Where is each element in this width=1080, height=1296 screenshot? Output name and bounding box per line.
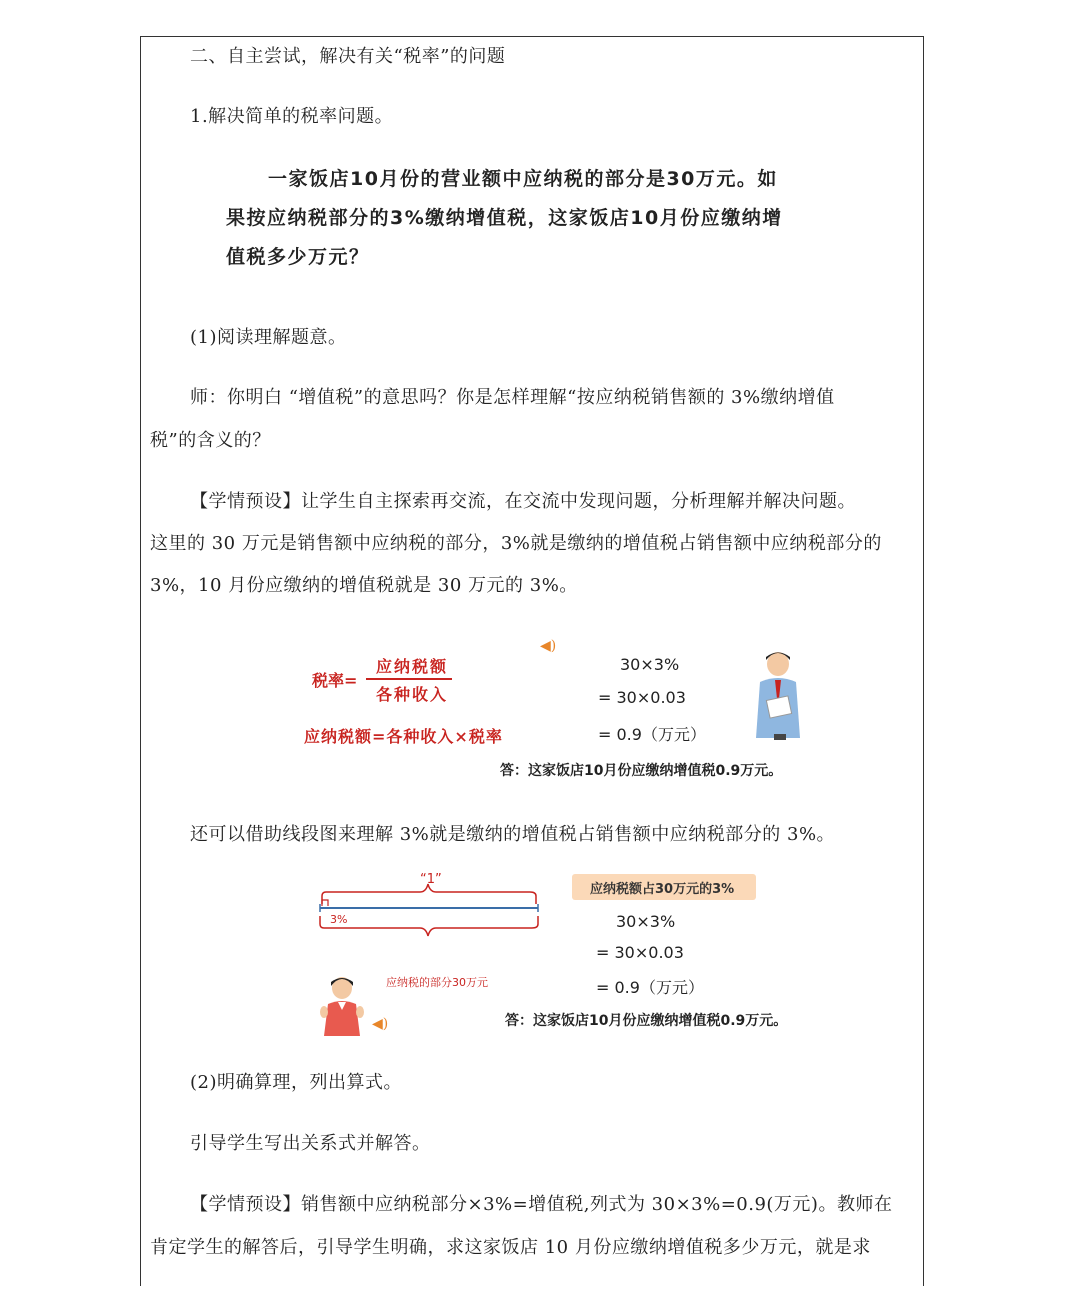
whole-label: “1” bbox=[420, 872, 442, 887]
linegraph-intro: 还可以借助线段图来理解 3%就是缴纳的增值税占销售额中应纳税部分的 3%。 bbox=[190, 824, 836, 845]
answer-1: 答：这家饭店10月份应缴纳增值税0.9万元。 bbox=[500, 763, 783, 779]
part-label: 3% bbox=[330, 913, 348, 926]
rate-numerator: 应纳税额 bbox=[376, 657, 449, 676]
section-title: 二、自主尝试，解决有关“税率”的问题 bbox=[190, 46, 506, 67]
preset2-line-2: 肯定学生的解答后，引导学生明确，求这家饭店 10 月份应缴纳增值税多少万元，就是求 bbox=[150, 1237, 871, 1258]
speaker-icon: ◀) bbox=[540, 638, 557, 654]
fraction-bar bbox=[366, 678, 452, 680]
answer-2: 答：这家饭店10月份应缴纳增值税0.9万元。 bbox=[505, 1013, 788, 1029]
calc2-step-1: 30×3% bbox=[616, 912, 676, 931]
calc-step-1: 30×3% bbox=[620, 655, 680, 674]
teacher-line-2: 税”的含义的？ bbox=[150, 430, 271, 451]
bottom-label: 应纳税的部分30万元 bbox=[386, 976, 488, 989]
subsection-title: 1.解决简单的税率问题。 bbox=[190, 106, 394, 127]
calc2-step-2: = 30×0.03 bbox=[596, 943, 684, 962]
problem-line-1: 一家饭店10月份的营业额中应纳税的部分是30万元。如 bbox=[268, 168, 778, 190]
teacher-line-1: 师：你明白 “增值税”的意思吗？你是怎样理解“按应纳税销售额的 3%缴纳增值 bbox=[190, 387, 835, 408]
calc2-step-3: = 0.9（万元） bbox=[596, 978, 704, 997]
preset1-line-3: 3%，10 月份应缴纳的增值税就是 30 万元的 3%。 bbox=[150, 575, 578, 596]
calc-step-3: = 0.9（万元） bbox=[598, 725, 706, 744]
preset1-line-1: 【学情预设】让学生自主探索再交流，在交流中发现问题，分析理解并解决问题。 bbox=[190, 491, 856, 512]
guide-text: 引导学生写出关系式并解答。 bbox=[190, 1133, 431, 1154]
step-1: (1)阅读理解题意。 bbox=[190, 327, 347, 348]
problem-line-2: 果按应纳税部分的3%缴纳增值税，这家饭店10月份应缴纳增 bbox=[226, 207, 783, 229]
student-illustration bbox=[318, 972, 368, 1038]
calc-step-2: = 30×0.03 bbox=[598, 688, 686, 707]
speaker-icon-2: ◀) bbox=[372, 1016, 389, 1032]
problem-line-3: 值税多少万元？ bbox=[226, 246, 370, 268]
teacher-illustration bbox=[748, 648, 814, 740]
tax-formula: 应纳税额=各种收入×税率 bbox=[304, 727, 503, 746]
preset1-line-2: 这里的 30 万元是销售额中应纳税的部分，3%就是缴纳的增值税占销售额中应纳税部分的 bbox=[150, 533, 882, 554]
tag-text: 应纳税额占30万元的3% bbox=[590, 882, 735, 897]
rate-denominator: 各种收入 bbox=[376, 685, 449, 704]
rate-label: 税率= bbox=[312, 671, 358, 690]
step-2: (2)明确算理，列出算式。 bbox=[190, 1072, 402, 1093]
preset2-line-1: 【学情预设】销售额中应纳税部分×3%=增值税,列式为 30×3%=0.9(万元)。教师在 bbox=[190, 1194, 893, 1215]
